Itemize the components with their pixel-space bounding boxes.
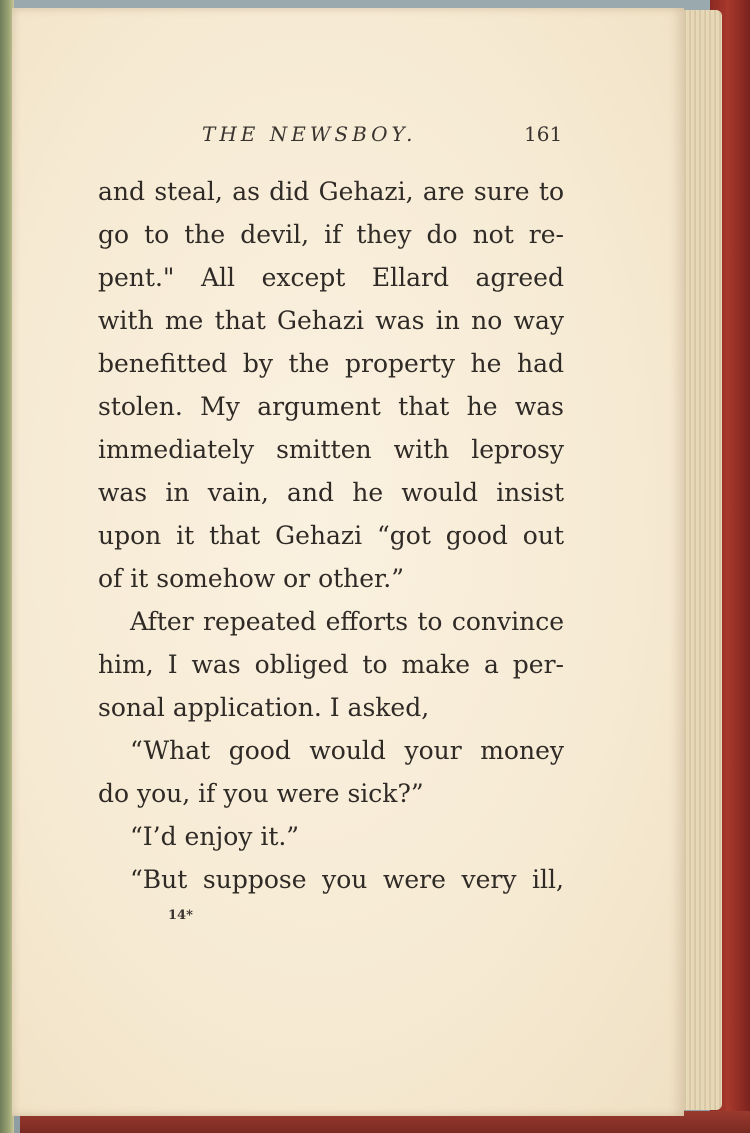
- text-line: immediately smitten with leprosy: [98, 435, 564, 464]
- text-line: sonal application. I asked,: [98, 693, 430, 722]
- text-line: benefitted by the property he had: [98, 349, 564, 378]
- page-header: [12, 122, 684, 152]
- text-line: “I’d enjoy it.”: [130, 822, 300, 851]
- signature-mark: 14*: [168, 908, 193, 923]
- text-line: After repeated efforts to convince: [130, 607, 564, 636]
- text-line: him, I was obliged to make a per-: [98, 650, 564, 679]
- text-line: and steal, as did Gehazi, are sure to: [98, 177, 564, 206]
- text-line: “What good would your money: [130, 736, 564, 765]
- text-line: of it somehow or other.”: [98, 564, 404, 593]
- page-number: 161: [524, 122, 563, 146]
- running-title: THE NEWSBOY.: [202, 122, 417, 146]
- body-text: [98, 170, 564, 901]
- text-line: go to the devil, if they do not re-: [98, 220, 564, 249]
- text-line: was in vain, and he would insist: [98, 478, 564, 507]
- text-line: pent." All except Ellard agreed: [98, 263, 564, 292]
- text-line: “But suppose you were very ill,: [130, 865, 564, 894]
- book-page: [12, 8, 684, 1116]
- text-line: with me that Gehazi was in no way: [98, 306, 564, 335]
- text-line: do you, if you were sick?”: [98, 779, 424, 808]
- text-line: upon it that Gehazi “got good out: [98, 521, 564, 550]
- text-line: stolen. My argument that he was: [98, 392, 564, 421]
